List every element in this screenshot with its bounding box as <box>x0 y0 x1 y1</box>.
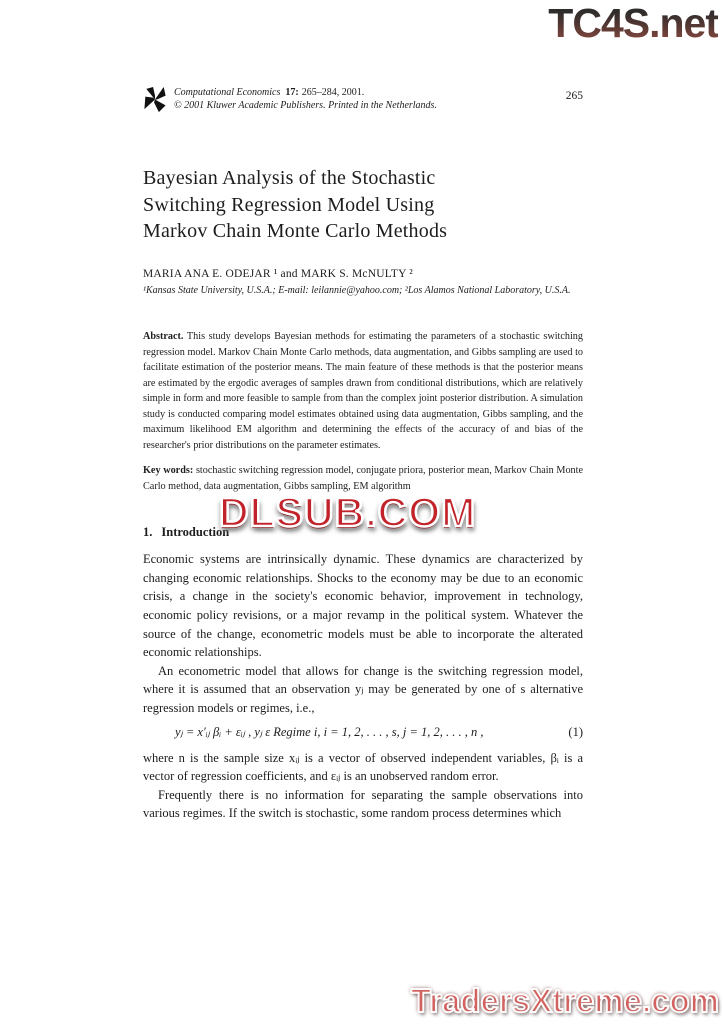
journal-volume: 17: <box>285 87 299 98</box>
journal-citation-line <box>174 86 554 99</box>
author-affiliations: ¹Kansas State University, U.S.A.; E-mail: leilannie@yahoo.com; ²Los Alamos National Laboratory, U.S.A. <box>143 284 571 296</box>
watermark-tc4s: TC4S.net <box>548 0 718 46</box>
publisher-pinwheel-logo-icon <box>143 87 167 114</box>
abstract-label: Abstract. <box>143 331 184 342</box>
journal-name: Computational Economics <box>174 87 281 98</box>
journal-copyright: © 2001 Kluwer Academic Publishers. Printed in the Netherlands. <box>174 100 437 111</box>
watermark-dlsub: DLSUB.COM <box>219 489 477 535</box>
section-1-number: 1. <box>143 525 153 540</box>
title-line-3: Markov Chain Monte Carlo Methods <box>143 220 448 242</box>
section-1-heading <box>143 525 583 540</box>
paper-content <box>143 86 583 823</box>
paragraph-3: where n is the sample size xᵢⱼ is a vector of observed independent variables, βᵢ is a vector of regression coefficients, and εᵢⱼ is an unobserved random error. <box>143 750 583 784</box>
title-line-2: Switching Regression Model Using <box>143 193 435 216</box>
journal-header <box>143 86 583 114</box>
watermark-tradersxtreme: TradersXtreme.com <box>410 982 719 1019</box>
keywords-text: stochastic switching regression model, conjugate priora, posterior mean, Markov Chain Monte Carlo method, data augmentation, Gibbs sampling, EM algorithm <box>143 465 584 492</box>
paragraph-1: Economic systems are intrinsically dynamic. These dynamics are characterized by changing economic relationships. Shocks to the economy may be due to an economic crisis, a change in the society's economic behavior, improvement in technology, economic policy revisions, or a major revamp in the political system. Whatever the source of the change, econometric models must be able to incorporate the alterated economic relationships. <box>143 552 583 660</box>
article-title <box>143 165 583 245</box>
paragraph-4: Frequently there is no information for separating the sample observations into various regimes. If the switch is stochastic, some random process determines which <box>143 787 583 821</box>
keywords-label: Key words: <box>143 465 194 477</box>
paragraph-2: An econometric model that allows for change is the switching regression model, where it is assumed that an observation yⱼ may be generated by one of s alternative regression models or regimes, i.e., <box>143 663 583 715</box>
abstract-text: This study develops Bayesian methods for estimating the parameters of a stochastic switching regression model. Markov Chain Monte Carlo methods, data augmentation, and Gibbs sampling are used to facilitate estimation of the posterior means. The main feature of these methods is that the posterior means are estimated by the ergodic averages of samples drawn from conditional distributions, which are relatively simple in form and more feasible to sample from than the complex joint posterior distribution. A simulation study is conducted comparing model estimates obtained using data augmentation, Gibbs sampling, and the maximum likelihood EM algorithm and determining the effects of the accuracy of and bias of the researcher's prior distributions on the parameter estimates. <box>143 331 583 451</box>
author-names: MARIA ANA E. ODEJAR ¹ and MARK S. McNULTY ² <box>143 267 413 280</box>
abstract <box>143 329 583 453</box>
equation-1 <box>143 723 583 742</box>
journal-pages: 265–284, 2001. <box>301 87 365 98</box>
journal-info <box>174 86 554 112</box>
page-number: 265 <box>565 90 583 102</box>
equation-1-number: (1) <box>568 724 583 739</box>
section-1-title: Introduction <box>161 525 230 540</box>
title-line-1: Bayesian Analysis of the Stochastic <box>143 167 436 189</box>
keywords <box>143 463 583 494</box>
equation-1-body: yⱼ = x′ᵢⱼ βᵢ + εᵢⱼ , yⱼ ε Regime i, i = 1, 2, . . . , s, j = 1, 2, . . . , n , <box>175 724 484 739</box>
